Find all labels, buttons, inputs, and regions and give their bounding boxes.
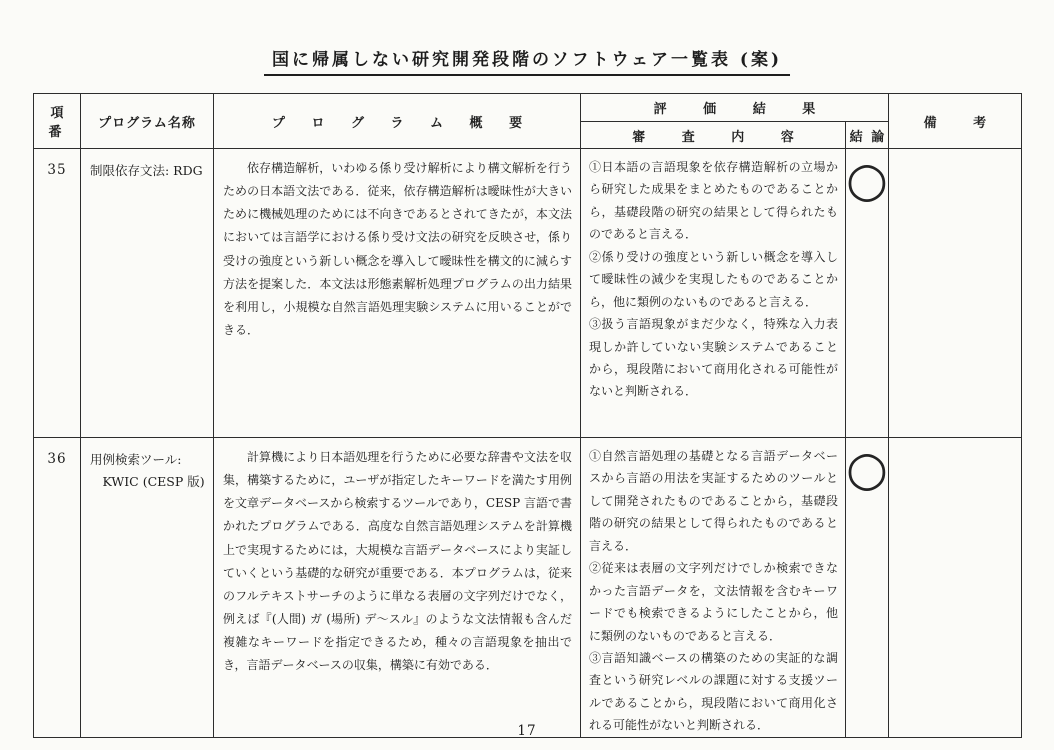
conclusion-circle-mark: ○ [846, 441, 888, 497]
header-item-no: 項 番 [34, 94, 81, 149]
table-row [34, 438, 1022, 738]
conclusion-cell [846, 149, 889, 438]
review-content-cell [581, 438, 846, 738]
review-item-3: ③扱う言語現象がまだ少なく，特殊な入力表現しか許していない実験システムであることから，現段階において商用化される可能性がないと判断される． [589, 317, 838, 399]
review-item-1: ①自然言語処理の基礎となる言語データベースから言語の用法を実証するためのツールとして開発されたものであることから，基礎段階の研究の結果として得られたものであると言える． [589, 449, 838, 553]
program-overview-text: 計算機により日本語処理を行うために必要な辞書や文法を収集，構築するために，ユーザが指定したキーワードを満たす用例を文章データベースから検索するツールであり，CESP 言語で書かれたプログラムである．高度な自然言語処理システムを計算機上で実現するためには，大規模な言語データベースにより実証していくという基礎的な研究が重要である．本プログラムは，従来のフルテキストサーチのように単なる表層の文字列だけでなく，例えば『(人間) ガ (場所) デ～スル』のような文法情報も含んだ複雑なキーワードを指定できるため，種々の言語現象を抽出でき，言語データベースの収集，構築に有効である． [223, 450, 572, 673]
software-list-table [33, 93, 1022, 738]
header-program-overview: プ ロ グ ラ ム 概 要 [214, 94, 581, 149]
remarks-cell [888, 149, 1021, 438]
review-item-2: ②従来は表層の文字列だけでしか検索できなかった言語データを，文法情報を含むキーワードでも検索できるようにしたことから，他に類例のないものであると言える． [589, 561, 838, 643]
page-number: 17 [517, 723, 537, 739]
item-no: 36 [34, 438, 81, 738]
review-content-cell [581, 149, 846, 438]
table-header [34, 94, 1022, 149]
page-title: 国に帰属しない研究開発段階のソフトウェア一覧表 (案) [264, 45, 790, 76]
header-evaluation-result: 評 価 結 果 [581, 94, 889, 122]
program-overview-cell [214, 149, 581, 438]
program-name: 制限依存文法: RDG [81, 149, 214, 438]
header-program-name: プログラム名称 [81, 94, 214, 149]
program-overview-cell [214, 438, 581, 738]
table-row [34, 149, 1022, 438]
header-conclusion: 結 論 [846, 122, 889, 149]
header-review-content: 審 査 内 容 [581, 122, 846, 149]
review-item-3: ③言語知識ベースの構築のための実証的な調査という研究レベルの課題に対する支援ツールであることから，現段階において商用化される可能性がないと判断される． [589, 650, 838, 733]
conclusion-circle-mark: ○ [846, 152, 888, 208]
review-item-2: ②係り受けの強度という新しい概念を導入して曖昧性の減少を実現したものであることから，他に類例のないものであると言える． [589, 249, 838, 309]
remarks-cell [888, 438, 1021, 738]
program-overview-text: 依存構造解析，いわゆる係り受け解析により構文解析を行うための日本語文法である．従来，依存構造解析は曖昧性が大きいために機械処理のためには不向きであるとされてきたが，本文法においては言語学における係り受け文法の研究を反映させ，係り受けの強度という新しい概念を導入して曖昧性を構文的に減らす方法を提案した．本文法は形態素解析処理プログラムの出力結果を利用し，小規模な自然言語処理実験システムに用いることができる． [223, 161, 572, 338]
review-item-1: ①日本語の言語現象を依存構造解析の立場から研究した成果をまとめたものであることから，基礎段階の研究の結果として得られたものであると言える． [589, 160, 838, 242]
header-remarks: 備 考 [888, 94, 1021, 149]
conclusion-cell [846, 438, 889, 738]
item-no: 35 [34, 149, 81, 438]
program-name: 用例検索ツール: KWIC (CESP 版) [81, 438, 214, 738]
